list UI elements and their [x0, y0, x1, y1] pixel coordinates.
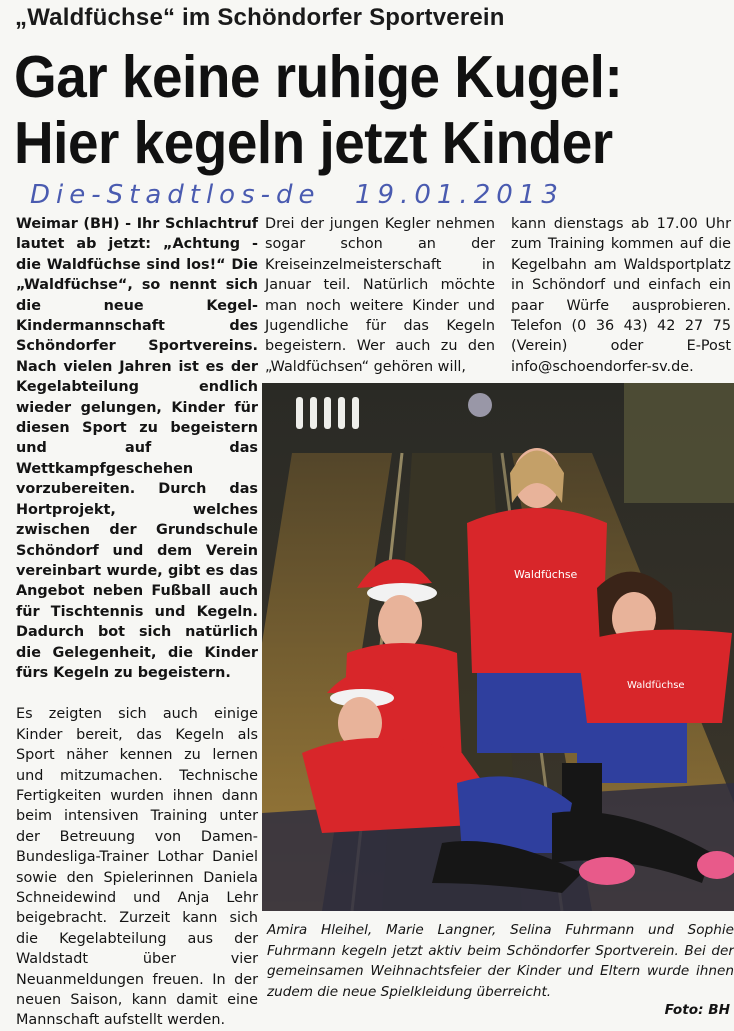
headline-line-2: Hier kegeln jetzt Kinder: [14, 110, 613, 176]
body-paragraph-3: Drei der jungen Kegler nehmen sogar schon an der Kreiseinzelmeisterschaft in Januar teil. Natürlich möchte man noch weitere Kinder und Jugendliche für das Kegeln begeistern. Wer auch zu den „Waldfüchsen“ gehören will,: [265, 216, 495, 375]
handwritten-source-note: Die-Stadtlos-de: [30, 180, 321, 210]
headline: [14, 44, 679, 176]
team-photo-illustration: [262, 383, 734, 911]
body-paragraph-2: Es zeigten sich auch einige Kinder bereit, das Kegeln als Sport näher kennen zu lernen und mitzumachen. Technische Fertigkeiten wurden ihnen dann beim intensiven Training unter der Betreuung von Damen-Bundesliga-Trainer Lothar Daniel sowie den Spielerinnen Daniela Schneidewind und Anja Lehr beigebracht. Zurzeit kann sich die Kegelabteilung aus der Waldstadt über vier Neuanmeldungen freuen. In der neuen Saison, kann damit eine Mannschaft aufstellt werden.: [16, 706, 258, 1029]
photo-credit: Foto: BH: [664, 1002, 730, 1018]
photo-caption: Amira Hleihel, Marie Langner, Selina Fuhrmann und Sophie Fuhrmann kegeln jetzt aktiv beim Schöndorfer Sportverein. Bei der gemeinsamen Weihnachtsfeier der Kinder und Eltern wurde ihnen zudem die neue Spielkleidung überreicht.: [267, 922, 734, 1000]
column-2: [265, 214, 495, 377]
body-paragraph-4: kann dienstags ab 17.00 Uhr zum Training kommen auf die Kegelbahn am Waldsportplatz in Schöndorf und einfach ein paar Würfe ausprobieren. Telefon (0 36 43) 42 27 75 (Verein) oder E-Post info@schoendorfer-sv.de.: [511, 216, 731, 375]
headline-line-1: Gar keine ruhige Kugel:: [14, 44, 623, 110]
handwritten-date-note: 19.01.2013: [355, 180, 564, 210]
lead-paragraph: Weimar (BH) - Ihr Schlachtruf lautet ab jetzt: „Achtung - die Waldfüchse sind los!“ Die „Waldfüchse“, so nennt sich die neue Kegel-Kindermannschaft des Schöndorfer Sportvereins. Nach vielen Jahren ist es der Kegelabteilung endlich wieder gelungen, Kinder für diesen Sport zu begeistern und auf das Wettkampfgeschehen vorzubereiten. Durch das Hortprojekt, welches zwischen der Grundschule Schöndorf und dem Verein vereinbart wurde, gibt es das Angebot neben Fußball auch für Tischtennis und Kegeln. Dadurch bot sich natürlich die Gelegenheit, die Kinder fürs Kegeln zu begeistern.: [16, 216, 258, 681]
team-photo: [262, 383, 734, 911]
svg-text:Waldfüchse: Waldfüchse: [627, 680, 685, 691]
column-1: [16, 214, 258, 1031]
kicker: „Waldfüchse“ im Schöndorfer Sportverein: [15, 4, 505, 31]
svg-text:Waldfüchse: Waldfüchse: [514, 568, 578, 581]
column-3: [511, 214, 731, 377]
